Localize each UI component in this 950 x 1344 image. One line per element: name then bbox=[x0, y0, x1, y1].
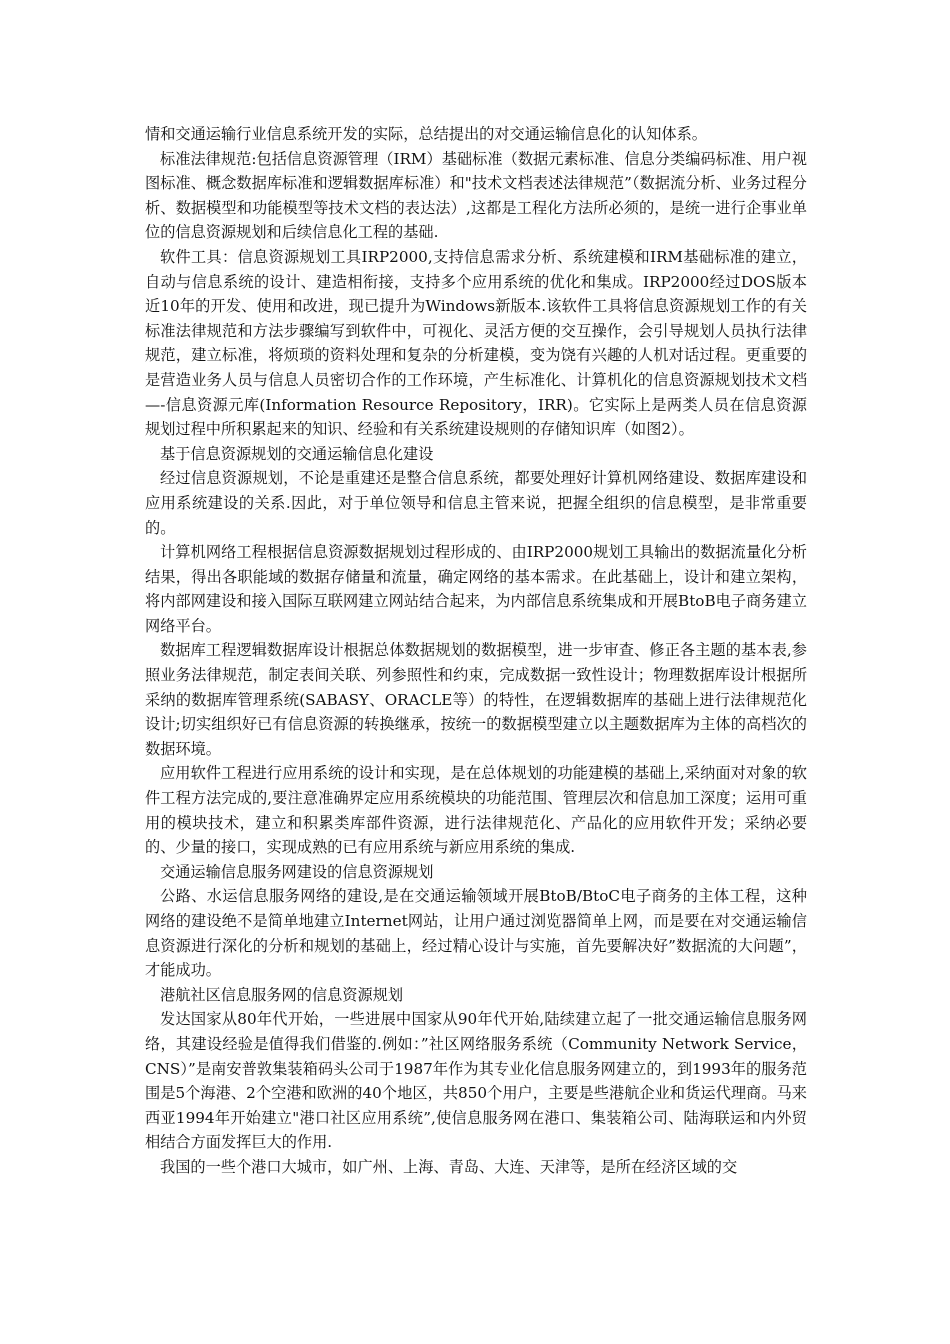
paragraph-database-engineering: 数据库工程逻辑数据库设计根据总体数据规划的数据模型，进一步审查、修正各主题的基本表,参照业务法律规范，制定表间关联、列参照性和约束，完成数据一致性设计；物理数据库设计根据所采纳的数据库管理系统(SABASY、ORACLE等）的特性，在逻辑数据库的基础上进行法律规范化设计;切实组织好已有信息资源的转换继承，按统一的数据模型建立以主题数据库为主体的高档次的数据环境。 bbox=[145, 641, 807, 758]
section-heading-service-network: 交通运输信息服务网建设的信息资源规划 bbox=[160, 862, 434, 881]
section-heading-informatization: 基于信息资源规划的交通运输信息化建设 bbox=[160, 444, 434, 463]
document-body bbox=[145, 122, 807, 1180]
paragraph-domestic-ports: 我国的一些个港口大城市，如广州、上海、青岛、大连、天津等，是所在经济区域的交 bbox=[160, 1157, 738, 1176]
paragraph-port-community: 发达国家从80年代开始，一些进展中国家从90年代开始,陆续建立起了一批交通运输信息服务网络，其建设经验是值得我们借鉴的.例如：”社区网络服务系统（Community Network Service，CNS）”是南安普敦集装箱码头公司于1987年作为其专业化信息服务网建立的，到1993年的服务范围是5个海港、2个空港和欧洲的40个地区，共850个用户，主要是些港航企业和货运代理商。马来西亚1994年开始建立"港口社区应用系统”,使信息服务网在港口、集装箱公司、陆海联运和内外贸相结合方面发挥巨大的作用. bbox=[145, 1010, 807, 1152]
paragraph-continuation: 情和交通运输行业信息系统开发的实际，总结提出的对交通运输信息化的认知体系。 bbox=[145, 125, 707, 143]
paragraph-application-engineering: 应用软件工程进行应用系统的设计和实现，是在总体规划的功能建模的基础上,采纳面对对象的软件工程方法完成的,要注意准确界定应用系统模块的功能范围、管理层次和信息加工深度；运用可重用的模块技术，建立和积累类库部件资源，进行法律规范化、产品化的应用软件开发；采纳必要的、少量的接口，实现成熟的已有应用系统与新应用系统的集成. bbox=[145, 764, 807, 857]
paragraph-service-network: 公路、水运信息服务网络的建设,是在交通运输领域开展BtoB/BtoC电子商务的主体工程，这种网络的建设绝不是简单地建立Internet网站，让用户通过浏览器简单上网，而是要在对交通运输信息资源进行深化的分析和规划的基础上，经过精心设计与实施，首先要解决好”数据流的大问题”，才能成功。 bbox=[145, 887, 807, 980]
paragraph-standards: 标准法律规范:包括信息资源管理（IRM）基础标准（数据元素标准、信息分类编码标准、用户视图标准、概念数据库标准和逻辑数据库标准）和"技术文档表述法律规范”（数据流分析、业务过程分析、数据模型和功能模型等技术文档的表达法）,这都是工程化方法所必须的，是统一进行企事业单位的信息资源规划和后续信息化工程的基础. bbox=[145, 149, 807, 242]
paragraph-planning-overview: 经过信息资源规划，不论是重建还是整合信息系统，都要处理好计算机网络建设、数据库建设和应用系统建设的关系.因此，对于单位领导和信息主管来说，把握全组织的信息模型，是非常重要的。 bbox=[145, 469, 807, 537]
paragraph-software-tools: 软件工具：信息资源规划工具IRP2000,支持信息需求分析、系统建模和IRM基础标准的建立，自动与信息系统的设计、建造相衔接，支持多个应用系统的优化和集成。IRP2000经过DOS版本近10年的开发、使用和改进，现已提升为Windows新版本.该软件工具将信息资源规划工作的有关标准法律规范和方法步骤编写到软件中，可视化、灵活方便的交互操作，会引导规划人员执行法律规范，建立标准，将烦琐的资料处理和复杂的分析建模，变为饶有兴趣的人机对话过程。更重要的是营造业务人员与信息人员密切合作的工作环境，产生标准化、计算机化的信息资源规划技术文档—-信息资源元库(Information Resource Repository，IRR)。它实际上是两类人员在信息资源规划过程中所积累起来的知识、经验和有关系统建设规则的存储知识库（如图2）。 bbox=[145, 247, 807, 439]
paragraph-network-engineering: 计算机网络工程根据信息资源数据规划过程形成的、由IRP2000规划工具输出的数据流量化分析结果，得出各职能域的数据存储量和流量，确定网络的基本需求。在此基础上，设计和建立架构，将内部网建设和接入国际互联网建立网站结合起来，为内部信息系统集成和开展BtoB电子商务建立网络平台。 bbox=[145, 543, 807, 635]
section-heading-port-community: 港航社区信息服务网的信息资源规划 bbox=[160, 985, 403, 1004]
